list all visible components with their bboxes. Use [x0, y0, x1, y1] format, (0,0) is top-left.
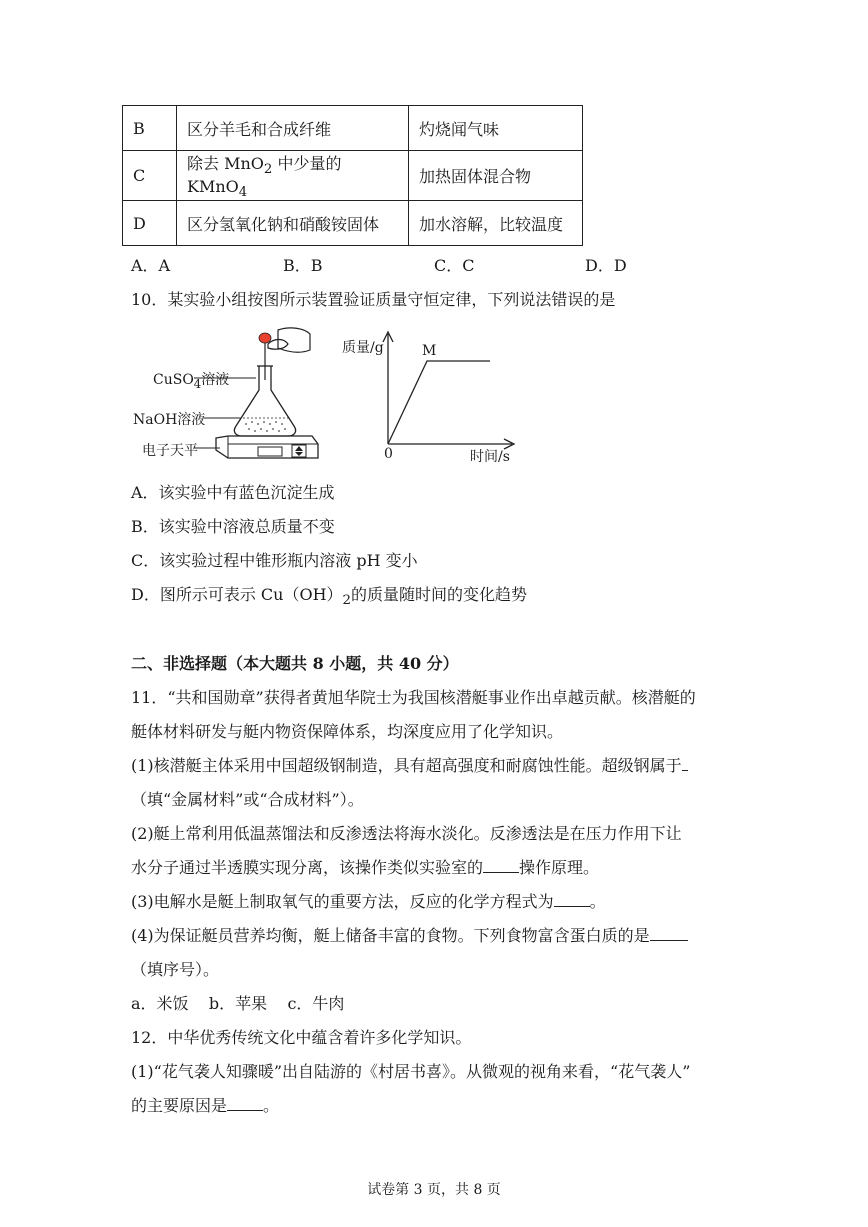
subscript: 4 — [238, 185, 248, 201]
table-cell-label: D — [123, 201, 177, 246]
text-segment: 溶液 — [201, 372, 230, 388]
choice-a: A．A — [131, 256, 171, 275]
answer-blank — [650, 926, 688, 941]
graph-point-m: M — [422, 343, 437, 359]
table-cell-label: B — [123, 106, 177, 151]
text-segment: CuSO — [153, 372, 194, 388]
q12-stem: 12．中华优秀传统文化中蕴含着许多化学知识。 — [131, 1028, 472, 1047]
label-balance: 电子天平 — [142, 443, 198, 459]
q11-stem-line2: 艇体材料研发与艇内物资保障体系，均深度应用了化学知识。 — [131, 722, 564, 741]
q11-part4-line1 — [131, 923, 688, 946]
choice-b: B．B — [283, 256, 323, 275]
table-row — [123, 201, 583, 246]
table-row — [123, 151, 583, 201]
answer-blank — [227, 1096, 263, 1111]
graph-xlabel: 时间/s — [470, 449, 510, 465]
table-cell-purpose — [177, 151, 409, 201]
subscript: 2 — [263, 162, 273, 178]
q11-part2-line1: (2)艇上常利用低温蒸馏法和反渗透法将海水淡化。反渗透法是在压力作用下让 — [131, 824, 682, 843]
q11-part3 — [131, 889, 606, 912]
graph-origin: 0 — [384, 446, 393, 462]
table-cell-method: 加热固体混合物 — [409, 151, 583, 201]
text-segment: 。 — [589, 892, 606, 911]
q11-part4-options: a．米饭 b．苹果 c．牛肉 — [131, 994, 345, 1013]
q10-option-d — [131, 582, 527, 608]
table-cell-purpose: 区分氢氧化钠和硝酸铵固体 — [177, 201, 409, 246]
q12-part1-line1: (1)“花气袭人知骤暖”出自陆游的《村居书喜》。从微观的视角来看，“花气袭人” — [131, 1062, 691, 1081]
q10-option-c: C．该实验过程中锥形瓶内溶液 pH 变小 — [131, 551, 418, 570]
text-segment: (1)核潜艇主体采用中国超级钢制造，具有超高强度和耐腐蚀性能。超级钢属于 — [131, 756, 682, 775]
q10-option-b: B．该实验中溶液总质量不变 — [131, 517, 335, 536]
choice-d: D．D — [585, 256, 627, 275]
text-segment: 水分子通过半透膜实现分离，该操作类似实验室的 — [131, 858, 484, 877]
text-segment: (4)为保证艇员营养均衡，艇上储备丰富的食物。下列食物富含蛋白质的是 — [131, 926, 650, 945]
subscript: 2 — [342, 593, 352, 609]
q10-option-a: A．该实验中有蓝色沉淀生成 — [131, 483, 335, 502]
q12-part1-line2 — [131, 1093, 279, 1116]
text-segment: 的主要原因是 — [131, 1096, 228, 1115]
text-segment: 的质量随时间的变化趋势 — [351, 585, 528, 604]
q11-stem-line1: 11．“共和国勋章”获得者黄旭华院士为我国核潜艇事业作出卓越贡献。核潜艇的 — [131, 688, 696, 707]
table-cell-purpose: 区分羊毛和合成纤维 — [177, 106, 409, 151]
table-row — [123, 106, 583, 151]
mass-time-graph — [372, 324, 522, 454]
table-cell-method: 加水溶解，比较温度 — [409, 201, 583, 246]
section-2-title: 二、非选择题（本大题共 8 小题，共 40 分） — [131, 654, 459, 673]
q11-part4-line2: （填序号）。 — [131, 960, 220, 979]
answer-blank — [682, 756, 688, 771]
answer-blank — [483, 858, 519, 873]
text-segment: 中少量的 KMnO — [187, 154, 342, 197]
text-segment: (3)电解水是艇上制取氧气的重要方法，反应的化学方程式为 — [131, 892, 554, 911]
mass-curve — [388, 361, 490, 444]
q11-part2-line2 — [131, 855, 599, 878]
choice-c: C．C — [434, 256, 475, 275]
label-cuso4 — [153, 369, 229, 391]
table-cell-method: 灼烧闻气味 — [409, 106, 583, 151]
q11-part1-line1 — [131, 753, 688, 776]
question-10-stem: 10．某实验小组按图所示装置验证质量守恒定律，下列说法错误的是 — [131, 290, 616, 309]
table-cell-label: C — [123, 151, 177, 201]
subscript: 4 — [193, 376, 202, 391]
page-footer: 试卷第 3 页，共 8 页 — [367, 1182, 501, 1198]
graph-ylabel: 质量/g — [342, 340, 384, 356]
text-segment: 除去 MnO — [187, 154, 264, 173]
options-table — [122, 105, 583, 246]
dropper-bulb-icon — [259, 333, 271, 343]
answer-blank — [554, 892, 590, 907]
label-naoh: NaOH溶液 — [133, 412, 206, 428]
text-segment: 。 — [263, 1096, 280, 1115]
solution-dots — [245, 421, 286, 432]
text-segment: 操作原理。 — [519, 858, 600, 877]
q11-part1-line2: （填“金属材料”或“合成材料”）。 — [131, 790, 364, 809]
text-segment: D．图所示可表示 Cu（OH） — [131, 585, 343, 604]
